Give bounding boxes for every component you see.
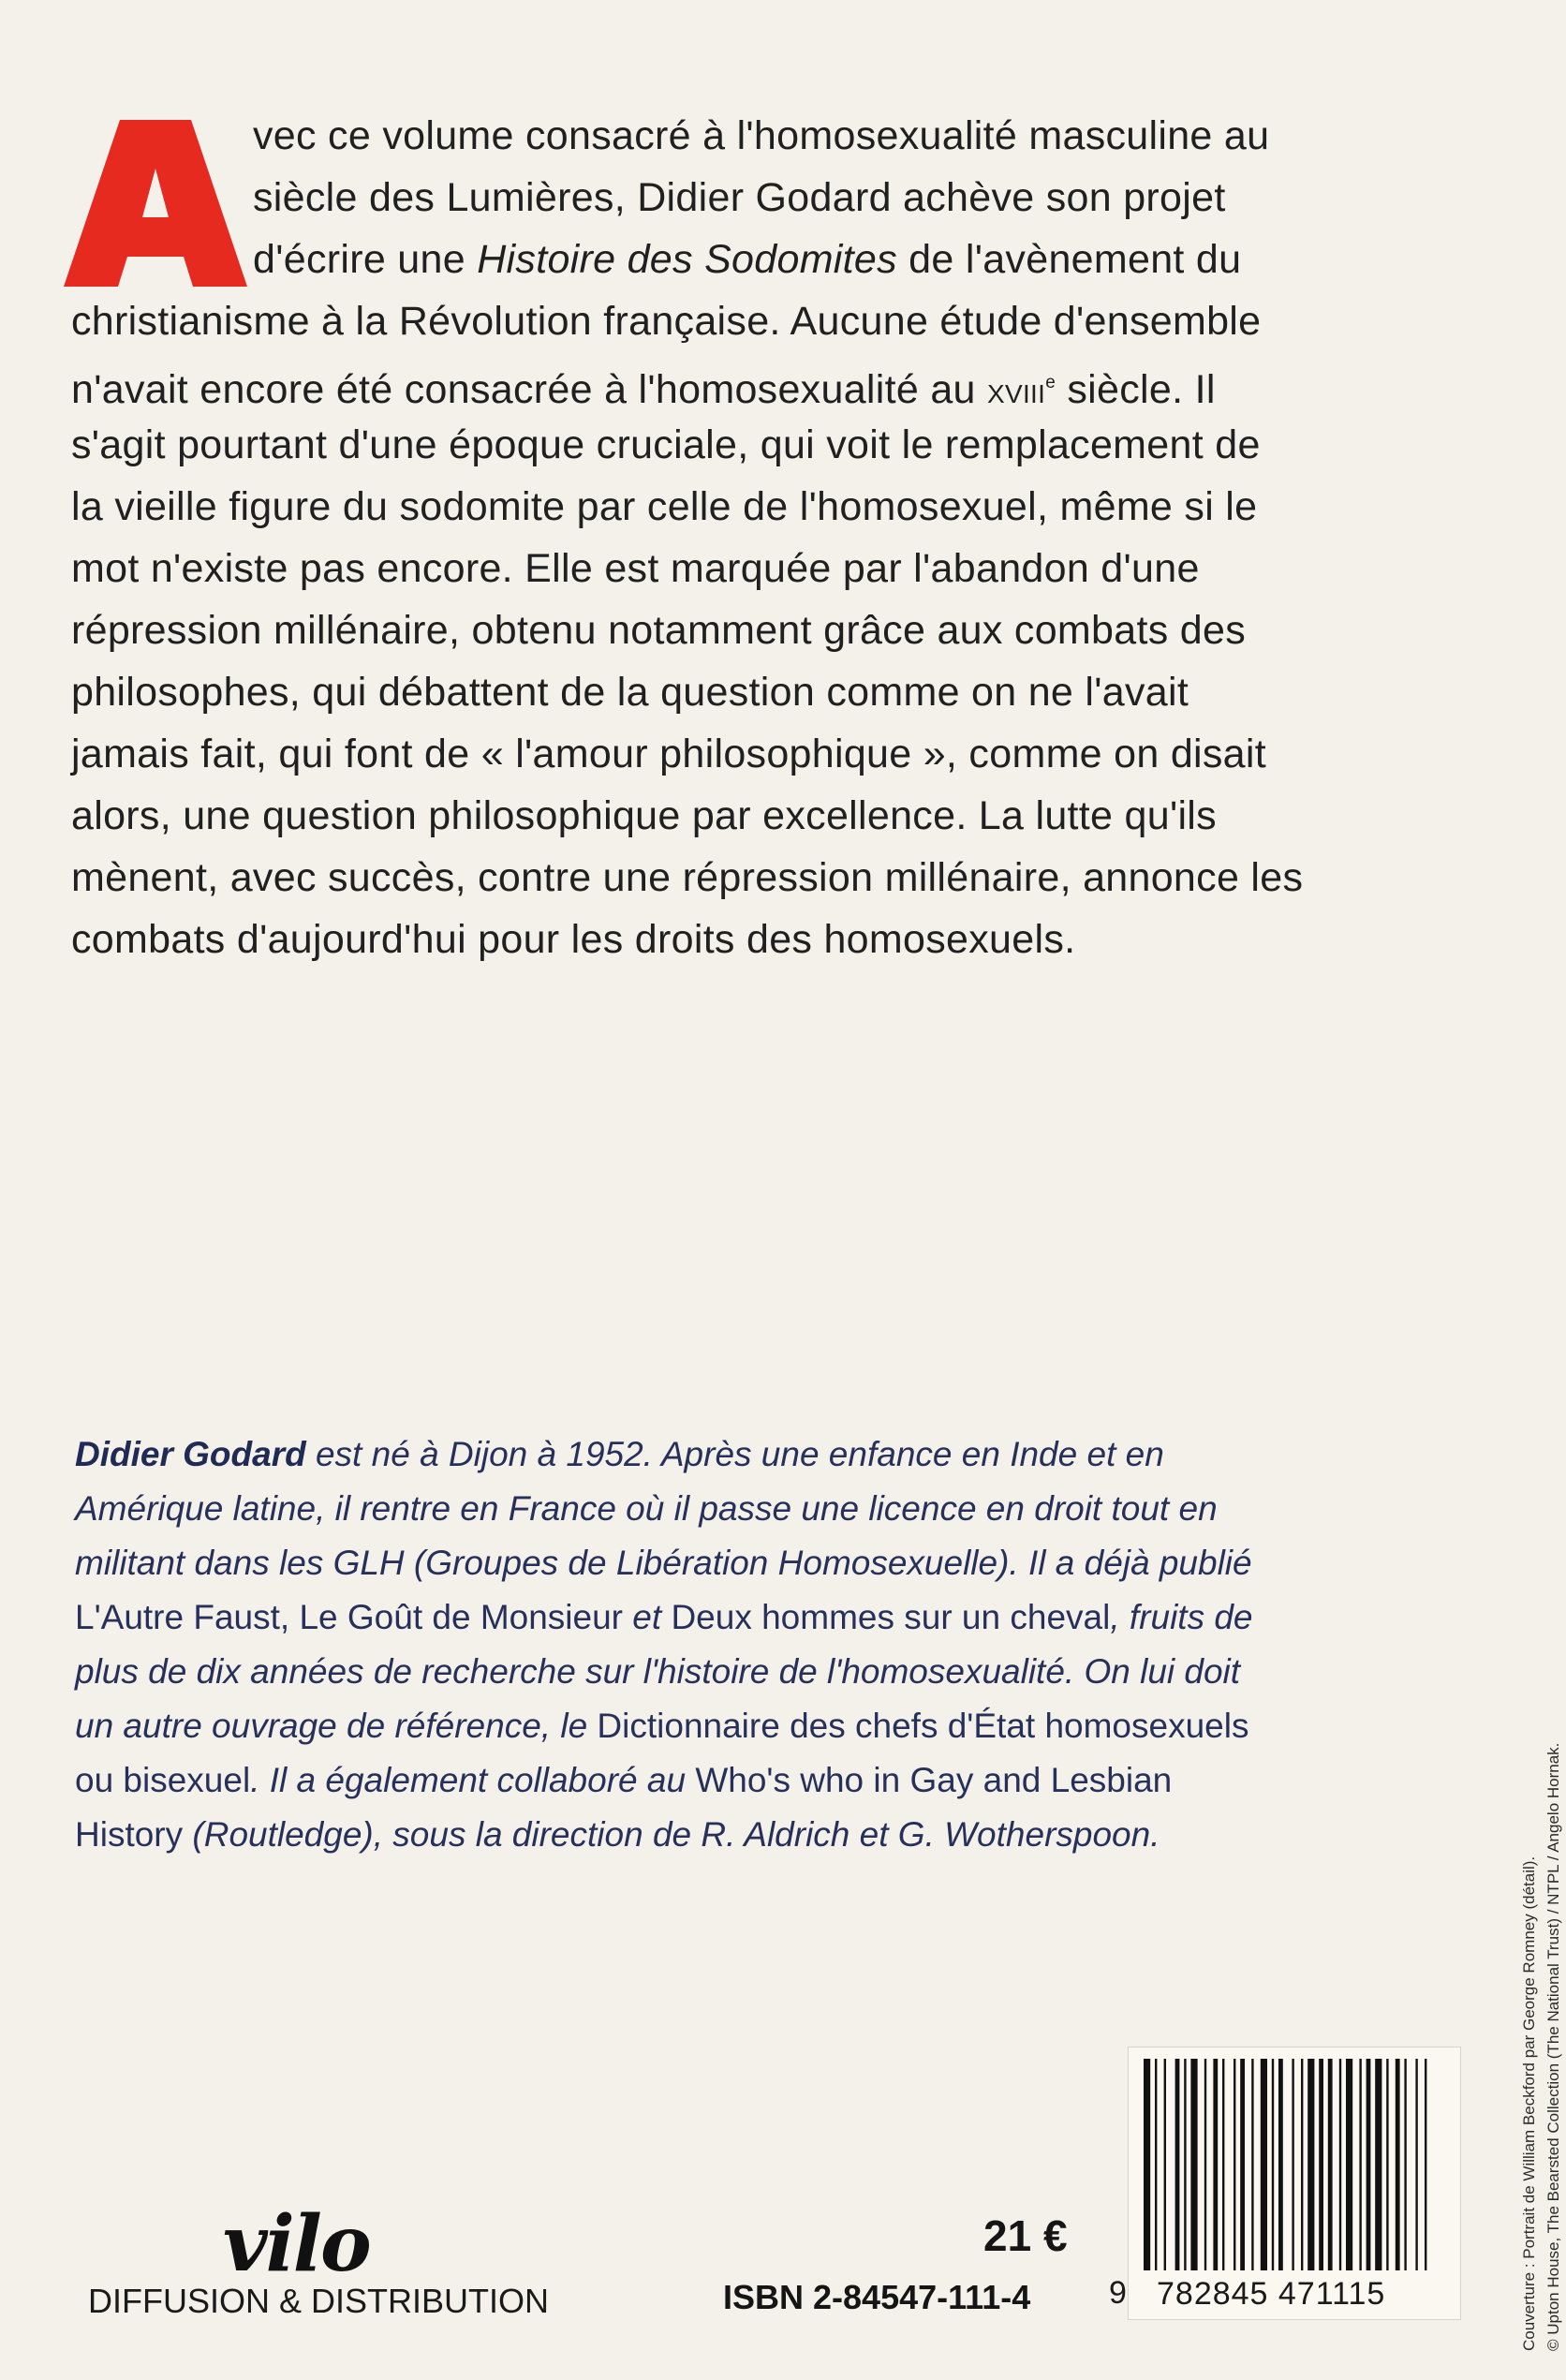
blurb-line-3a: d'écrire une xyxy=(253,237,478,282)
blurb-line-9: répression millénaire, obtenu notamment grâce aux combats des xyxy=(71,608,1247,653)
bio-line-2: Amérique latine, il rentre en France où il passe une licence en droit tout en xyxy=(75,1489,1218,1528)
blurb-line-2: siècle des Lumières, Didier Godard achève son projet xyxy=(253,175,1226,220)
dropcap-letter xyxy=(64,120,247,287)
bio-line-8 xyxy=(75,1808,1160,1862)
bio-sep-1: , xyxy=(279,1598,300,1636)
blurb-line-10: philosophes, qui débattent de la question comme on ne l'avait xyxy=(71,670,1189,715)
price: 21 € xyxy=(983,2211,1068,2260)
cover-credit-line-1: Couverture : Portrait de William Beckford par George Romney (détail). xyxy=(1520,1855,1538,2351)
work-title-1: L'Autre Faust xyxy=(75,1598,280,1636)
barcode xyxy=(1128,2047,1461,2320)
bio-line-7-text: . Il a également collaboré au xyxy=(250,1761,696,1799)
bio-line-5: plus de dix années de recherche sur l'histoire de l'homosexualité. On lui doit xyxy=(75,1652,1241,1691)
blurb-line-3b: de l'avènement du xyxy=(896,237,1242,282)
century-superscript: e xyxy=(1045,373,1056,392)
blurb-line-7: la vieille figure du sodomite par celle de l'homosexuel, même si le xyxy=(71,484,1258,529)
cover-credit-line-2: © Upton House, The Bearsted Collection (The National Trust) / NTPL / Angelo Hornak. xyxy=(1544,1742,1562,2351)
book-title: Histoire des Sodomites xyxy=(477,237,897,282)
bio-line-1 xyxy=(75,1427,1164,1482)
cover-credit xyxy=(1517,1743,1566,2351)
bio-line-1-text: est né à Dijon à 1952. Après une enfance en Inde et en xyxy=(305,1435,1164,1473)
blurb-line-11: jamais fait, qui font de « l'amour philosophique », comme on disait xyxy=(71,732,1267,776)
bio-sep-2: et xyxy=(623,1598,672,1636)
century-numeral: XVIII xyxy=(987,379,1046,408)
barcode-digits: 782845 471115 xyxy=(1157,2276,1386,2312)
bio-line-8-text: (Routledge), sous la direction de R. Aldrich et G. Wotherspoon. xyxy=(183,1815,1160,1854)
work-title-2: Le Goût de Monsieur xyxy=(299,1598,624,1636)
publisher-logo: vilo xyxy=(223,2199,370,2289)
blurb-line-12: alors, une question philosophique par excellence. La lutte qu'ils xyxy=(71,793,1217,838)
bio-sep-3: , fruits de xyxy=(1110,1598,1253,1636)
blurb-line-4: christianisme à la Révolution française. Aucune étude d'ensemble xyxy=(71,299,1262,344)
bio-line-7 xyxy=(75,1753,1172,1808)
barcode-first-digit: 9 xyxy=(1109,2275,1127,2311)
publisher-subtitle: DIFFUSION & DISTRIBUTION xyxy=(88,2282,550,2320)
blurb-line-5a: n'avait encore été consacrée à l'homosexualité au xyxy=(71,367,988,412)
bio-line-4 xyxy=(75,1590,1253,1645)
isbn: ISBN 2-84547-111-4 xyxy=(723,2278,1031,2316)
bio-line-3: militant dans les GLH (Groupes de Libération Homosexuelle). Il a déjà publié xyxy=(75,1544,1252,1582)
work-title-4: Dictionnaire des chefs d'État homosexuels xyxy=(597,1707,1249,1745)
blurb-line-14: combats d'aujourd'hui pour les droits des homosexuels. xyxy=(71,917,1076,962)
blurb-line-13: mènent, avec succès, contre une répression millénaire, annonce les xyxy=(71,855,1304,900)
blurb-line-5b: siècle. Il xyxy=(1056,367,1216,412)
blurb-line-3 xyxy=(253,229,1241,290)
barcode-bars xyxy=(1140,2059,1449,2270)
work-title-5-end: History xyxy=(75,1815,184,1854)
work-title-4-end: ou bisexuel xyxy=(75,1761,251,1799)
blurb-line-1: vec ce volume consacré à l'homosexualité masculine au xyxy=(253,113,1270,158)
bio-line-6 xyxy=(75,1699,1248,1753)
blurb-line-8: mot n'existe pas encore. Elle est marquée par l'abandon d'une xyxy=(71,546,1200,591)
work-title-5: Who's who in Gay and Lesbian xyxy=(695,1761,1173,1799)
blurb-line-6: s'agit pourtant d'une époque cruciale, qui voit le remplacement de xyxy=(71,422,1261,467)
work-title-3: Deux hommes sur un cheval xyxy=(671,1598,1111,1636)
bio-line-6-text: un autre ouvrage de référence, le xyxy=(75,1707,598,1745)
author-name: Didier Godard xyxy=(75,1435,306,1473)
